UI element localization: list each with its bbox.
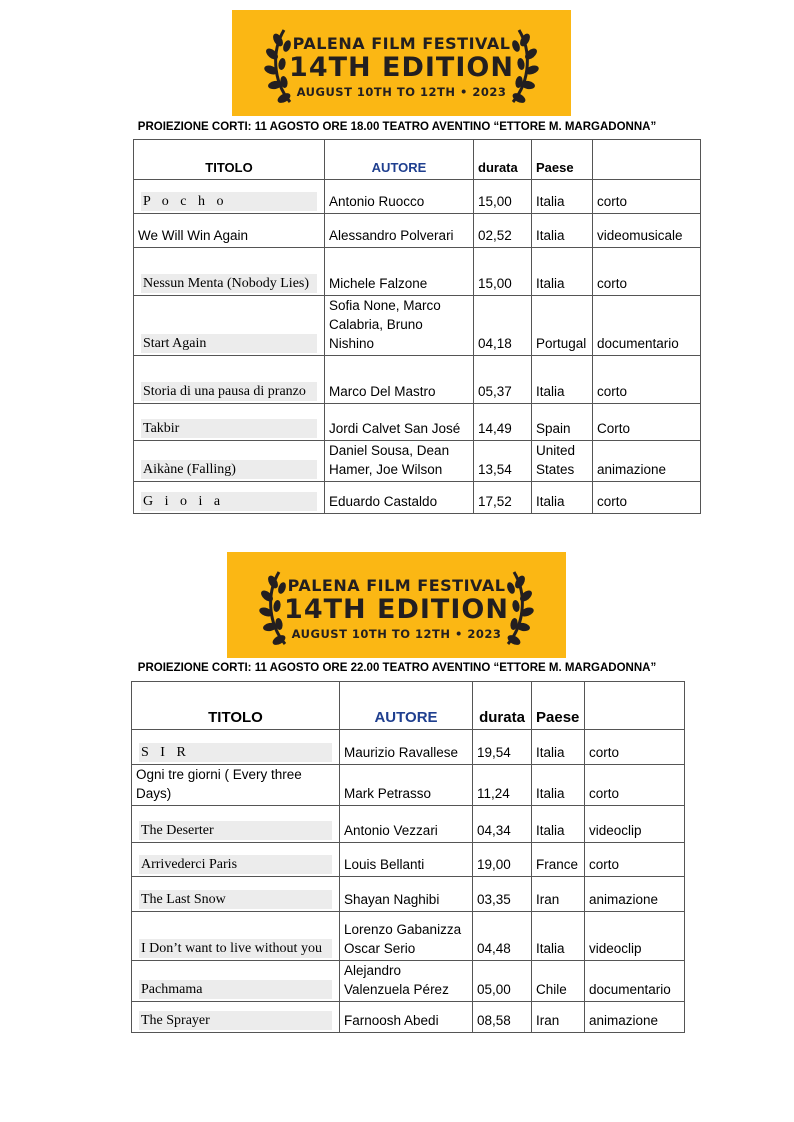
table-header-row <box>132 682 685 730</box>
film-country: Italia <box>532 730 585 765</box>
film-type: corto <box>593 482 701 514</box>
film-title: G i o i a <box>141 492 317 511</box>
film-type: animazione <box>585 1002 685 1033</box>
film-duration: 03,35 <box>473 877 532 912</box>
table-row <box>134 356 701 404</box>
festival-banner-2 <box>227 552 566 658</box>
table-header-row <box>134 140 701 180</box>
film-country: Chile <box>532 961 585 1002</box>
film-duration: 19,00 <box>473 843 532 877</box>
film-country: United States <box>532 441 593 482</box>
header-titolo: TITOLO <box>134 140 325 180</box>
film-title: The Deserter <box>139 821 332 840</box>
film-title: P o c h o <box>141 192 317 211</box>
banner-edition: 14TH EDITION <box>289 52 514 83</box>
film-type: documentario <box>585 961 685 1002</box>
banner-dates: AUGUST 10TH TO 12TH • 2023 <box>296 85 507 99</box>
film-author: Lorenzo Gabanizza Oscar Serio <box>340 912 473 961</box>
film-duration: 05,37 <box>474 356 532 404</box>
table-row <box>132 806 685 843</box>
film-duration: 05,00 <box>473 961 532 1002</box>
film-author: Sofia None, Marco Calabria, Bruno Nishino <box>325 296 474 356</box>
film-author: Daniel Sousa, Dean Hamer, Joe Wilson <box>325 441 474 482</box>
film-title: Ogni tre giorni ( Every three Days) <box>132 765 340 806</box>
film-type: videomusicale <box>593 214 701 248</box>
film-type: videoclip <box>585 806 685 843</box>
banner-festival-name: PALENA FILM FESTIVAL <box>292 34 511 53</box>
screening-table-2 <box>131 681 685 1033</box>
film-country: Portugal <box>532 296 593 356</box>
header-autore: AUTORE <box>340 682 473 730</box>
banner-edition: 14TH EDITION <box>284 594 509 625</box>
table-row <box>134 214 701 248</box>
film-country: Italia <box>532 765 585 806</box>
film-type: animazione <box>593 441 701 482</box>
screening-table-1 <box>133 139 701 514</box>
header-paese: Paese <box>532 140 593 180</box>
film-country: Italia <box>532 912 585 961</box>
film-title: Takbir <box>141 419 317 438</box>
film-type: corto <box>585 843 685 877</box>
film-author: Louis Bellanti <box>340 843 473 877</box>
film-country: Italia <box>532 356 593 404</box>
film-duration: 02,52 <box>474 214 532 248</box>
film-country: Italia <box>532 180 593 214</box>
film-duration: 04,34 <box>473 806 532 843</box>
header-tipo <box>593 140 701 180</box>
film-author: Antonio Vezzari <box>340 806 473 843</box>
film-country: Iran <box>532 1002 585 1033</box>
film-country: Iran <box>532 877 585 912</box>
header-durata: durata <box>474 140 532 180</box>
film-author: Mark Petrasso <box>340 765 473 806</box>
film-title: Nessun Menta (Nobody Lies) <box>141 274 317 293</box>
film-type: documentario <box>593 296 701 356</box>
film-title: The Sprayer <box>139 1011 332 1030</box>
table-row <box>132 912 685 961</box>
film-type: Corto <box>593 404 701 441</box>
film-type: animazione <box>585 877 685 912</box>
table-row <box>134 441 701 482</box>
film-title: Arrivederci Paris <box>139 855 332 874</box>
film-author: Antonio Ruocco <box>325 180 474 214</box>
film-author: Shayan Naghibi <box>340 877 473 912</box>
film-title: Start Again <box>141 334 317 353</box>
film-duration: 13,54 <box>474 441 532 482</box>
table-row <box>132 730 685 765</box>
table-row <box>134 180 701 214</box>
film-title: Aikàne (Falling) <box>141 460 317 479</box>
header-autore: AUTORE <box>325 140 474 180</box>
film-type: videoclip <box>585 912 685 961</box>
table-row <box>132 843 685 877</box>
table-row <box>134 404 701 441</box>
section-2-heading: PROIEZIONE CORTI: 11 AGOSTO ORE 22.00 TEATRO AVENTINO “ETTORE M. MARGADONNA” <box>137 662 657 674</box>
film-title: I Don’t want to live without you <box>139 939 332 958</box>
film-type: corto <box>593 356 701 404</box>
table-row <box>132 1002 685 1033</box>
table-row <box>132 765 685 806</box>
film-title: Pachmama <box>139 980 332 999</box>
film-title: Storia di una pausa di pranzo <box>141 382 317 401</box>
header-tipo <box>585 682 685 730</box>
film-duration: 11,24 <box>473 765 532 806</box>
film-title: The Last Snow <box>139 890 332 909</box>
banner-dates: AUGUST 10TH TO 12TH • 2023 <box>291 627 502 641</box>
film-duration: 04,48 <box>473 912 532 961</box>
table-row <box>134 482 701 514</box>
film-author: Farnoosh Abedi <box>340 1002 473 1033</box>
table-row <box>132 877 685 912</box>
film-duration: 08,58 <box>473 1002 532 1033</box>
table-row <box>132 961 685 1002</box>
film-country: France <box>532 843 585 877</box>
film-type: corto <box>585 730 685 765</box>
film-country: Italia <box>532 214 593 248</box>
film-duration: 17,52 <box>474 482 532 514</box>
film-duration: 15,00 <box>474 248 532 296</box>
film-type: corto <box>593 180 701 214</box>
film-type: corto <box>585 765 685 806</box>
festival-banner-1 <box>232 10 571 116</box>
film-duration: 15,00 <box>474 180 532 214</box>
film-title: We Will Win Again <box>134 214 325 248</box>
film-country: Spain <box>532 404 593 441</box>
film-country: Italia <box>532 248 593 296</box>
film-author: Marco Del Mastro <box>325 356 474 404</box>
film-author: Eduardo Castaldo <box>325 482 474 514</box>
section-1-heading: PROIEZIONE CORTI: 11 AGOSTO ORE 18.00 TEATRO AVENTINO “ETTORE M. MARGADONNA” <box>137 121 657 133</box>
film-duration: 19,54 <box>473 730 532 765</box>
film-author: Jordi Calvet San José <box>325 404 474 441</box>
banner-festival-name: PALENA FILM FESTIVAL <box>287 576 506 595</box>
film-author: Michele Falzone <box>325 248 474 296</box>
header-titolo: TITOLO <box>132 682 340 730</box>
film-title: S I R <box>139 743 332 762</box>
film-type: corto <box>593 248 701 296</box>
header-paese: Paese <box>532 682 585 730</box>
film-duration: 14,49 <box>474 404 532 441</box>
film-country: Italia <box>532 806 585 843</box>
film-duration: 04,18 <box>474 296 532 356</box>
table-row <box>134 296 701 356</box>
film-country: Italia <box>532 482 593 514</box>
film-author: Maurizio Ravallese <box>340 730 473 765</box>
header-durata: durata <box>473 682 532 730</box>
film-author: Alessandro Polverari <box>325 214 474 248</box>
table-row <box>134 248 701 296</box>
film-author: Alejandro Valenzuela Pérez <box>340 961 473 1002</box>
